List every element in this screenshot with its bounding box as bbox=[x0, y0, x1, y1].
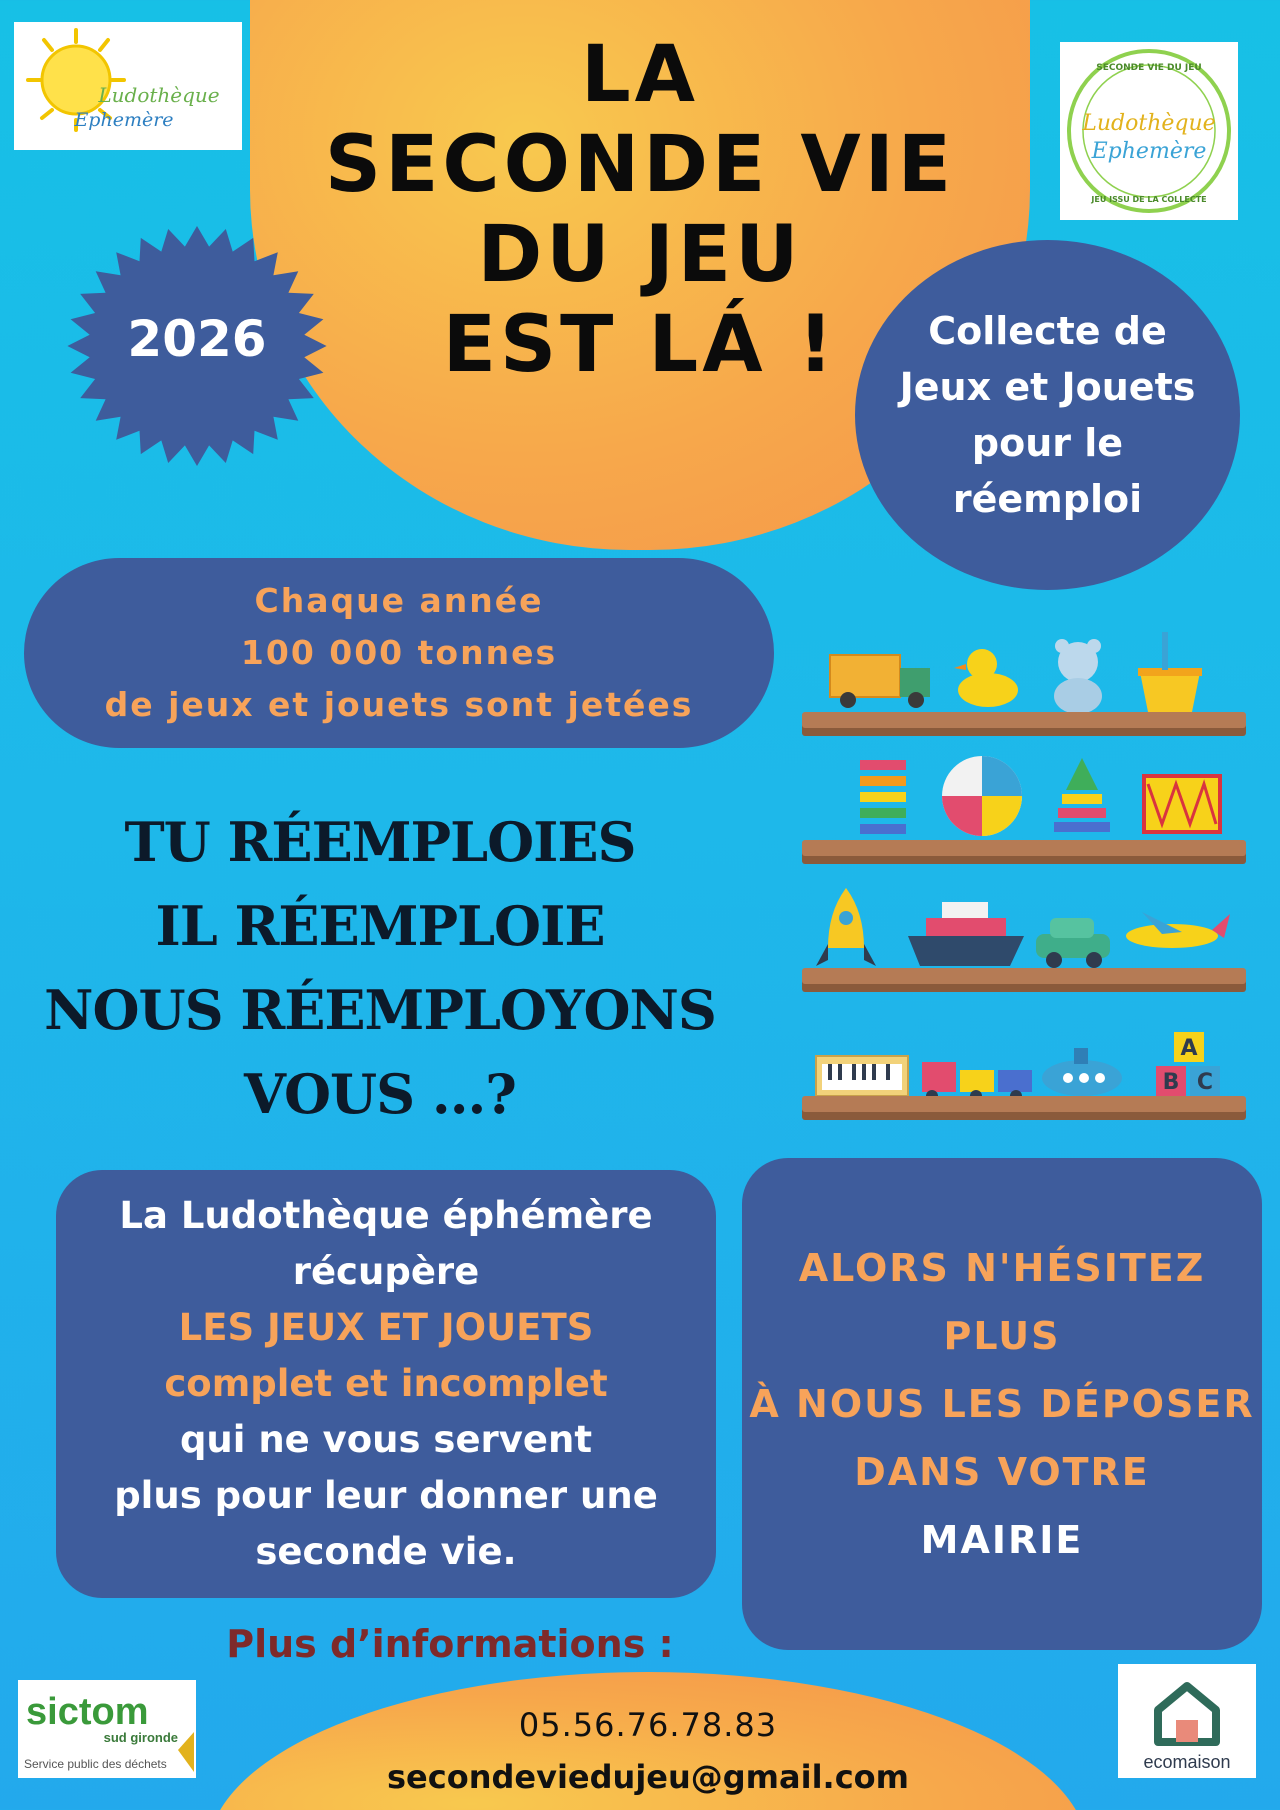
stats-line: de jeux et jouets sont jetées bbox=[104, 685, 694, 724]
collecte-circle bbox=[855, 240, 1240, 590]
title-line-1: LA bbox=[580, 30, 700, 120]
duck-icon bbox=[954, 649, 1018, 707]
toy-shelf-row-4 bbox=[810, 1026, 1240, 1106]
collecte-line: Collecte de bbox=[928, 309, 1167, 353]
shelf-4 bbox=[802, 1096, 1246, 1112]
cta-line: MAIRIE bbox=[920, 1518, 1084, 1562]
collecte-line: réemploi bbox=[952, 477, 1143, 521]
more-info-heading: Plus d’informations : bbox=[226, 1622, 674, 1666]
year-badge-text: 2026 bbox=[127, 310, 267, 368]
title-line-4: EST LÁ ! bbox=[442, 300, 838, 390]
title-line-2: SECONDE VIE bbox=[324, 120, 956, 210]
cta-line: PLUS bbox=[943, 1314, 1061, 1358]
ludotheque-logo-right bbox=[1060, 42, 1238, 220]
svg-text:SECONDE VIE DU JEU: SECONDE VIE DU JEU bbox=[1096, 63, 1202, 73]
stats-line: Chaque année bbox=[254, 581, 544, 620]
slogan-line: NOUS RÉEMPLOYONS bbox=[44, 978, 716, 1042]
shelf-3 bbox=[802, 968, 1246, 984]
boat-icon bbox=[908, 902, 1024, 966]
call-to-action-box bbox=[742, 1158, 1262, 1650]
sictom-logo bbox=[18, 1680, 196, 1778]
phone-number[interactable]: 05.56.76.78.83 bbox=[518, 1706, 778, 1744]
svg-text:Ludothèque: Ludothèque bbox=[1082, 111, 1216, 136]
cta-line: ALORS N'HÉSITEZ bbox=[798, 1246, 1206, 1290]
info-line: complet et incomplet bbox=[164, 1362, 608, 1405]
svg-text:JEU ISSU DE LA COLLECTE: JEU ISSU DE LA COLLECTE bbox=[1091, 195, 1207, 204]
slogan bbox=[30, 800, 730, 1136]
ecomaison-logo bbox=[1118, 1664, 1256, 1778]
shelf-1 bbox=[802, 712, 1246, 728]
slogan-line: TU RÉEMPLOIES bbox=[124, 810, 636, 874]
drum-icon bbox=[1144, 776, 1220, 832]
submarine-icon bbox=[1042, 1048, 1122, 1096]
sun-icon bbox=[14, 22, 242, 150]
svg-text:Service public des déchets: Service public des déchets bbox=[24, 1757, 167, 1771]
toy-shelf-row-2 bbox=[810, 746, 1240, 842]
shelf-2 bbox=[802, 840, 1246, 856]
email-address[interactable]: secondeviedujeu@gmail.com bbox=[387, 1758, 909, 1796]
info-line: seconde vie. bbox=[255, 1530, 517, 1573]
airplane-icon bbox=[1126, 912, 1230, 948]
ludotheque-logo-left bbox=[14, 22, 242, 150]
info-line: plus pour leur donner une bbox=[114, 1474, 658, 1517]
svg-text:A: A bbox=[1180, 1036, 1198, 1061]
cta-line: DANS VOTRE bbox=[854, 1450, 1150, 1494]
title-line-3: DU JEU bbox=[477, 210, 803, 300]
truck-icon bbox=[830, 655, 930, 708]
collecte-line: Jeux et Jouets bbox=[899, 365, 1196, 409]
toy-shelf-row-3 bbox=[810, 884, 1240, 974]
beach-ball-icon bbox=[942, 756, 1022, 836]
abc-blocks-icon bbox=[1156, 1032, 1220, 1096]
info-line: récupère bbox=[292, 1250, 480, 1293]
svg-text:C: C bbox=[1196, 1070, 1214, 1095]
cta-line: À NOUS LES DÉPOSER bbox=[749, 1382, 1255, 1426]
svg-text:sud gironde: sud gironde bbox=[103, 1730, 178, 1745]
info-line: La Ludothèque éphémère bbox=[119, 1194, 653, 1237]
slogan-line: IL RÉEMPLOIE bbox=[155, 894, 605, 958]
stats-pill bbox=[24, 558, 774, 748]
info-line: qui ne vous servent bbox=[179, 1418, 593, 1461]
info-line: LES JEUX ET JOUETS bbox=[178, 1306, 594, 1349]
keyboard-icon bbox=[816, 1056, 908, 1096]
xylophone-icon bbox=[860, 760, 906, 834]
rocket-icon bbox=[816, 888, 876, 966]
svg-text:B: B bbox=[1162, 1070, 1180, 1095]
stats-line: 100 000 tonnes bbox=[240, 633, 558, 672]
stacking-rings-icon bbox=[1054, 758, 1110, 832]
slogan-line: VOUS ...? bbox=[244, 1062, 516, 1126]
svg-text:sictom: sictom bbox=[26, 1691, 149, 1733]
car-icon bbox=[1036, 918, 1110, 968]
toy-shelf-row-1 bbox=[810, 620, 1240, 720]
teddy-bear-icon bbox=[1054, 639, 1102, 714]
svg-text:ecomaison: ecomaison bbox=[1143, 1752, 1231, 1772]
sand-bucket-icon bbox=[1138, 632, 1202, 712]
svg-text:Ephemère: Ephemère bbox=[1091, 139, 1207, 164]
ludotheque-info-box bbox=[56, 1170, 716, 1598]
svg-text:Ludothèque: Ludothèque bbox=[98, 83, 220, 107]
svg-text:Ephemère: Ephemère bbox=[74, 109, 174, 131]
collecte-line: pour le bbox=[971, 421, 1124, 465]
